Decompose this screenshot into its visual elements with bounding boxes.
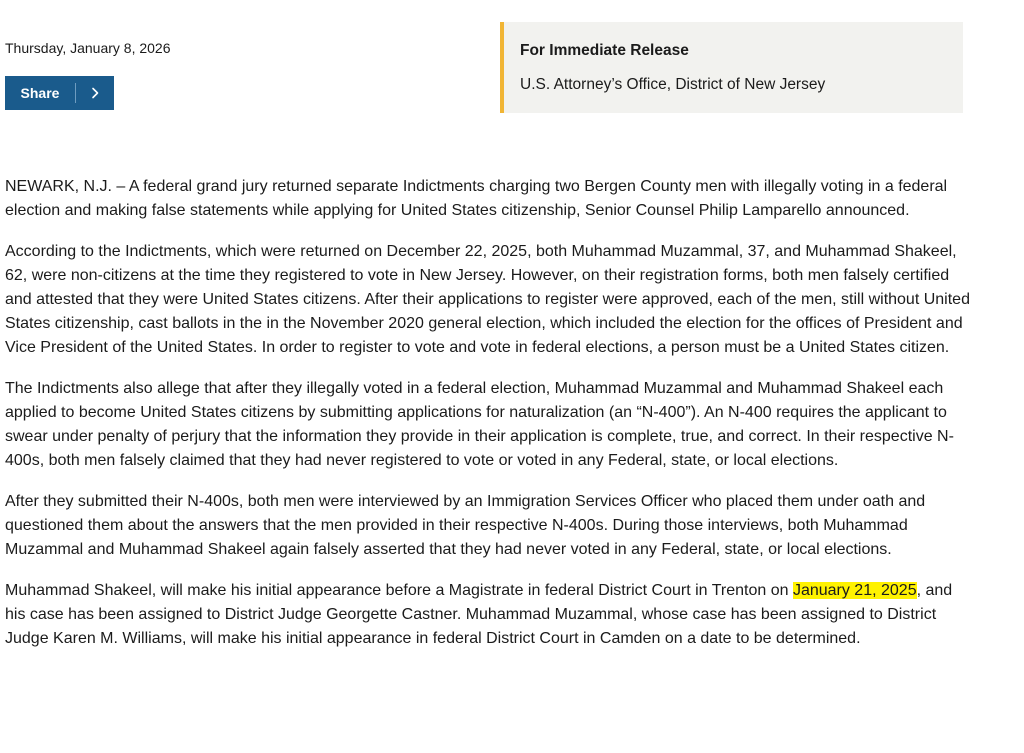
- article-body: [5, 175, 970, 668]
- paragraph-5-rest: , and his case has been assigned to District Judge Georgette Castner. Muhammad Muzammal, whose case has been assigned to District Judge Karen M. Williams, will make his initial appearance in federal District Court in Camden on a date to be determined.: [5, 582, 953, 647]
- press-release-box: [500, 22, 963, 113]
- share-button[interactable]: [5, 76, 114, 110]
- highlighted-date: January 21, 2025: [792, 582, 917, 599]
- paragraph-5-lead: Muhammad Shakeel, will make his initial appearance before a Magistrate in federal District Court in Trenton on: [5, 582, 793, 599]
- release-office: U.S. Attorney’s Office, District of New Jersey: [520, 76, 826, 93]
- article-paragraph-1: NEWARK, N.J. – A federal grand jury returned separate Indictments charging two Bergen County men with illegally voting in a federal election and making false statements while applying for United States citizenship, Senior Counsel Philip Lamparello announced.: [5, 178, 948, 219]
- share-label: Share: [20, 85, 60, 101]
- article-paragraph-4: After they submitted their N-400s, both men were interviewed by an Immigration Services Officer who placed them under oath and questioned them about the answers that the men provided in their respective N-400s. During those interviews, both Muhammad Muzammal and Muhammad Shakeel again falsely asserted that they had never voted in any Federal, state, or local elections.: [5, 493, 926, 558]
- release-date: Thursday, January 8, 2026: [5, 40, 171, 56]
- article-paragraph-3: The Indictments also allege that after they illegally voted in a federal election, Muhammad Muzammal and Muhammad Shakeel each applied to become United States citizens by submitting applications for naturalization (an “N-400”). An N-400 requires the applicant to swear under penalty of perjury that the information they provide in their application is complete, true, and correct. In their respective N-400s, both men falsely claimed that they had never registered to vote or voted in any Federal, state, or local elections.: [5, 380, 954, 469]
- chevron-right-icon: [76, 76, 114, 110]
- release-title: For Immediate Release: [520, 42, 689, 59]
- article-paragraph-5: [5, 579, 970, 651]
- article-paragraph-2: According to the Indictments, which were returned on December 22, 2025, both Muhammad Muzammal, 37, and Muhammad Shakeel, 62, were non-citizens at the time they registered to vote in New Jersey. However, on their registration forms, both men falsely certified and attested that they were United States citizens. After their applications to register were approved, each of the men, still without United States citizenship, cast ballots in the in the November 2020 general election, which included the election for the offices of President and Vice President of the United States. In order to register to vote and vote in federal elections, a person must be a United States citizen.: [5, 243, 970, 356]
